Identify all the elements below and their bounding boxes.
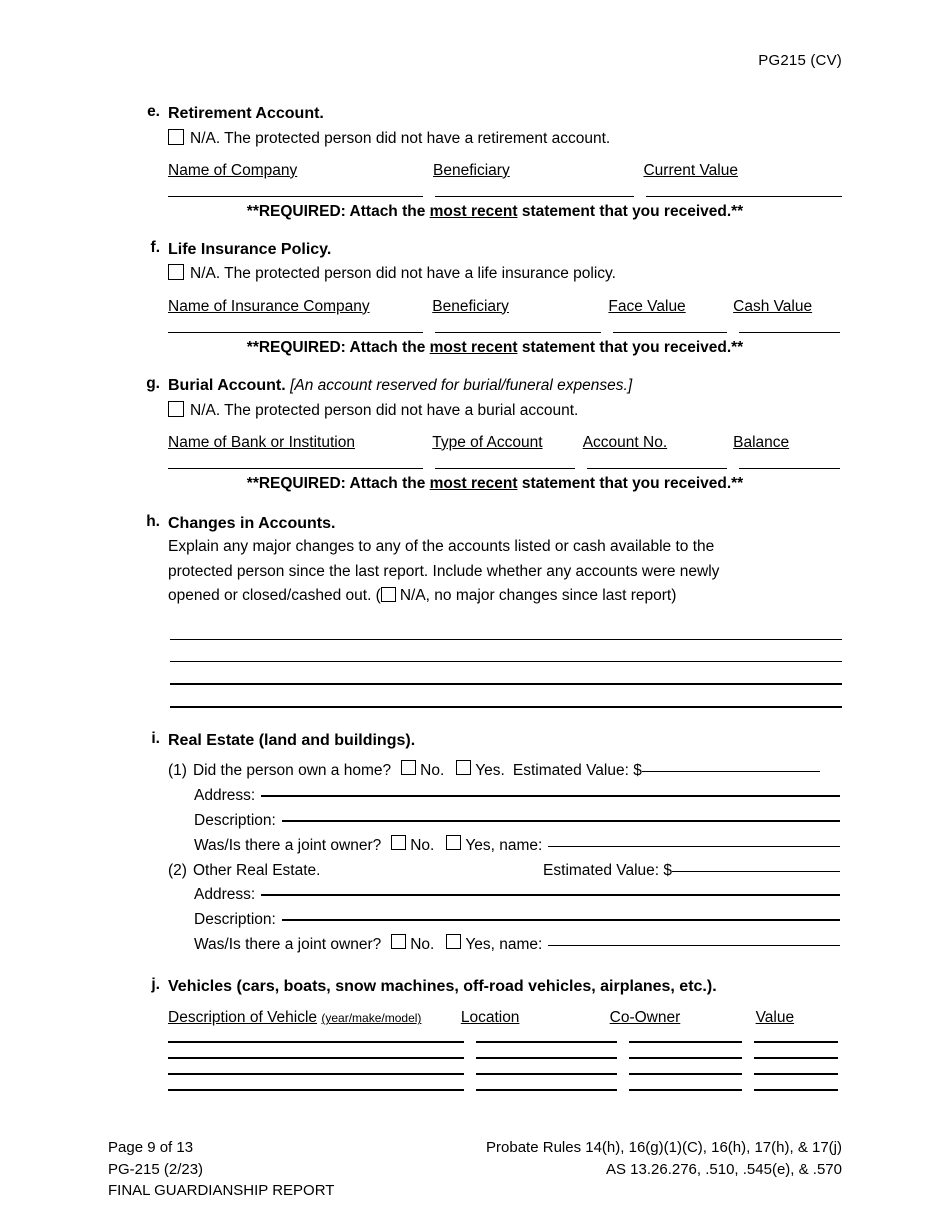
vehicle-value-field[interactable]: [754, 1089, 838, 1091]
form-code: PG215 (CV): [758, 52, 842, 69]
home-joint-no-checkbox[interactable]: [391, 835, 406, 850]
other-joint-yes-checkbox[interactable]: [446, 934, 461, 949]
other-estimated-value-label: Estimated Value: $: [543, 861, 672, 879]
burial-bank-field[interactable]: [168, 468, 423, 469]
changes-answer-line[interactable]: [170, 640, 842, 662]
life-insurance-face-value-field[interactable]: [613, 332, 727, 333]
section-changes-in-accounts: [108, 513, 842, 708]
life-insurance-required-note: **REQUIRED: Attach the most recent statement that you received.**: [246, 338, 744, 356]
column-header: Co-Owner: [609, 1009, 681, 1027]
vehicle-co-owner-field[interactable]: [629, 1057, 742, 1059]
table-row: [168, 1057, 842, 1059]
column-header: Current Value: [643, 161, 738, 179]
life-insurance-company-field[interactable]: [168, 332, 423, 333]
own-home-no-checkbox[interactable]: [401, 760, 416, 775]
retirement-entry-row: [168, 196, 842, 197]
section-vehicles: [108, 976, 842, 1092]
vehicle-description-field[interactable]: [168, 1089, 464, 1091]
retirement-beneficiary-field[interactable]: [435, 196, 635, 197]
burial-entry-row: [168, 468, 842, 469]
life-insurance-cash-value-field[interactable]: [739, 332, 840, 333]
footer-page-number: Page 9 of 13: [108, 1138, 194, 1156]
retirement-na-checkbox[interactable]: [168, 129, 184, 145]
vehicle-value-field[interactable]: [754, 1057, 838, 1059]
life-insurance-entry-row: [168, 332, 842, 333]
home-joint-no-label: No.: [410, 836, 435, 854]
changes-na-checkbox[interactable]: [381, 587, 396, 602]
home-description-line: [194, 809, 840, 834]
section-title: Burial Account. [An account reserved for burial/funeral expenses.]: [168, 376, 633, 394]
changes-paragraph-line-2: protected person since the last report. Include whether any accounts were newly: [168, 562, 720, 580]
section-letter: h.: [146, 512, 160, 530]
life-insurance-column-headers: [168, 298, 842, 316]
section-title: Vehicles (cars, boats, snow machines, off-road vehicles, airplanes, etc.).: [168, 977, 717, 995]
retirement-value-field[interactable]: [646, 196, 842, 197]
retirement-na-label: N/A. The protected person did not have a retirement account.: [190, 129, 611, 147]
column-header: Name of Company: [168, 161, 298, 179]
burial-column-headers: [168, 434, 842, 452]
other-joint-name-field[interactable]: [548, 945, 840, 946]
column-header: Name of Insurance Company: [168, 297, 370, 315]
vehicle-value-field[interactable]: [754, 1073, 838, 1075]
column-header: Beneficiary: [433, 161, 510, 179]
column-header: Cash Value: [733, 297, 813, 315]
own-home-yes-checkbox[interactable]: [456, 760, 471, 775]
footer-form-title: FINAL GUARDIANSHIP REPORT: [108, 1182, 335, 1200]
changes-answer-line[interactable]: [170, 618, 842, 640]
table-row: [168, 1073, 842, 1075]
vehicle-value-field[interactable]: [754, 1041, 838, 1043]
vehicle-description-field[interactable]: [168, 1041, 464, 1043]
real-estate-item1-question: Did the person own a home?: [192, 762, 392, 780]
vehicle-description-field[interactable]: [168, 1057, 464, 1059]
changes-paragraph-line-3-pre: opened or closed/cashed out. (: [168, 587, 381, 605]
section-letter: j.: [151, 975, 160, 993]
home-address-field[interactable]: [261, 795, 840, 797]
life-insurance-na-label: N/A. The protected person did not have a life insurance policy.: [190, 265, 616, 283]
section-letter: f.: [150, 238, 160, 256]
life-insurance-na-checkbox[interactable]: [168, 264, 184, 280]
column-header: Type of Account: [432, 433, 543, 451]
other-joint-no-checkbox[interactable]: [391, 934, 406, 949]
vehicle-co-owner-field[interactable]: [629, 1073, 742, 1075]
footer-form-id: PG-215 (2/23): [108, 1160, 204, 1178]
section-life-insurance: [108, 239, 842, 357]
home-joint-name-field[interactable]: [548, 846, 840, 847]
retirement-required-note: **REQUIRED: Attach the most recent statement that you received.**: [246, 202, 744, 220]
other-description-label: Description:: [194, 911, 276, 929]
burial-na-label: N/A. The protected person did not have a burial account.: [190, 401, 579, 419]
real-estate-item2-number: (2): [168, 861, 187, 879]
other-description-line: [194, 908, 840, 933]
vehicle-location-field[interactable]: [476, 1073, 617, 1075]
other-estimated-value-field[interactable]: [672, 871, 840, 872]
real-estate-own-home-line: [168, 759, 840, 784]
burial-account-no-field[interactable]: [587, 468, 727, 469]
life-insurance-na-line: [168, 262, 842, 285]
home-description-field[interactable]: [282, 820, 840, 822]
vehicles-column-headers: [168, 1009, 842, 1027]
footer-statutes: AS 13.26.276, .510, .545(e), & .570: [605, 1160, 842, 1178]
section-letter: e.: [147, 103, 160, 120]
home-description-label: Description:: [194, 812, 276, 830]
home-address-line: [194, 784, 840, 809]
other-address-field[interactable]: [261, 894, 840, 896]
retirement-na-line: [168, 127, 842, 150]
life-insurance-beneficiary-field[interactable]: [435, 332, 601, 333]
other-joint-owner-line: [194, 933, 840, 958]
home-joint-yes-label: Yes, name:: [465, 836, 543, 854]
section-letter: i.: [151, 729, 160, 747]
footer-rules: Probate Rules 14(h), 16(g)(1)(C), 16(h), 17(h), & 17(j): [486, 1138, 842, 1156]
home-estimated-value-label: Estimated Value: $: [512, 762, 642, 780]
other-description-field[interactable]: [282, 919, 840, 921]
column-header: Account No.: [582, 433, 668, 451]
column-header: Face Value: [608, 297, 686, 315]
changes-answer-line[interactable]: [170, 662, 842, 685]
real-estate-other-line: [168, 859, 840, 884]
other-joint-yes-label: Yes, name:: [465, 936, 543, 954]
section-real-estate: [108, 730, 842, 958]
section-title: Real Estate (land and buildings).: [168, 731, 416, 749]
column-header: Name of Bank or Institution: [168, 433, 355, 451]
table-row: [168, 1089, 842, 1091]
column-header: Balance: [733, 433, 790, 451]
section-title: Life Insurance Policy.: [168, 240, 332, 258]
home-joint-owner-line: [194, 834, 840, 859]
column-header: Location: [460, 1009, 520, 1027]
column-header-note: (year/make/model): [321, 1011, 422, 1026]
table-row: [168, 1041, 842, 1043]
other-address-line: [194, 883, 840, 908]
home-joint-yes-checkbox[interactable]: [446, 835, 461, 850]
column-header: Beneficiary: [432, 297, 509, 315]
real-estate-item1-number: (1): [168, 762, 187, 780]
vehicle-co-owner-field[interactable]: [629, 1089, 742, 1091]
changes-na-label: N/A, no major changes since last report): [399, 587, 677, 605]
burial-balance-field[interactable]: [739, 468, 840, 469]
section-burial-account: [108, 375, 842, 493]
other-address-label: Address:: [194, 886, 256, 904]
column-header: Description of Vehicle: [168, 1009, 318, 1027]
vehicle-description-field[interactable]: [168, 1073, 464, 1075]
burial-title-note: [An account reserved for burial/funeral expenses.]: [290, 376, 633, 394]
changes-answer-line[interactable]: [170, 685, 842, 708]
section-retirement-account: [108, 103, 842, 221]
home-joint-owner-question: Was/Is there a joint owner?: [194, 836, 382, 854]
home-estimated-value-field[interactable]: [642, 771, 820, 772]
changes-answer-lines: [170, 618, 842, 708]
own-home-no-label: No.: [420, 762, 445, 780]
burial-na-checkbox[interactable]: [168, 401, 184, 417]
vehicle-location-field[interactable]: [476, 1089, 617, 1091]
column-header: Value: [755, 1009, 795, 1027]
burial-na-line: [168, 399, 842, 422]
other-joint-owner-question: Was/Is there a joint owner?: [194, 936, 382, 954]
section-title: Retirement Account.: [168, 105, 324, 122]
changes-paragraph-line-1: Explain any major changes to any of the accounts listed or cash available to the: [168, 538, 715, 556]
real-estate-item2-question: Other Real Estate.: [192, 861, 321, 879]
vehicle-location-field[interactable]: [476, 1057, 617, 1059]
burial-required-note: **REQUIRED: Attach the most recent statement that you received.**: [246, 474, 744, 492]
burial-type-field[interactable]: [435, 468, 575, 469]
section-title: Changes in Accounts.: [168, 514, 336, 532]
retirement-column-headers: [168, 162, 842, 180]
page-footer: [108, 1137, 842, 1202]
own-home-yes-label: Yes.: [475, 762, 505, 780]
vehicle-location-field[interactable]: [476, 1041, 617, 1043]
home-address-label: Address:: [194, 787, 256, 805]
section-letter: g.: [146, 374, 160, 392]
vehicle-co-owner-field[interactable]: [629, 1041, 742, 1043]
retirement-company-field[interactable]: [168, 196, 423, 197]
changes-paragraph-line-3: [168, 585, 842, 607]
other-joint-no-label: No.: [410, 936, 435, 954]
